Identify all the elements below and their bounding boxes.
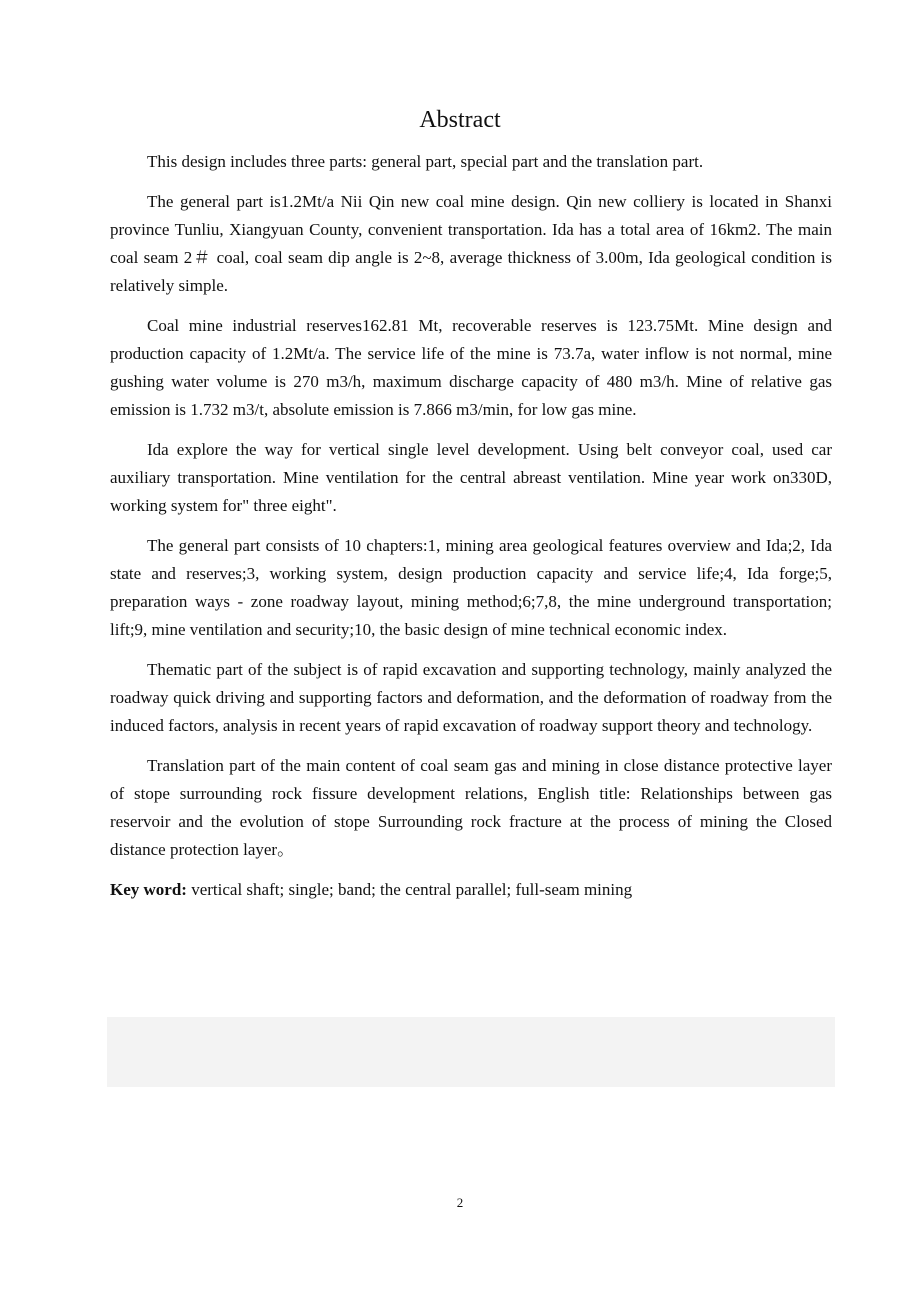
keywords-text: vertical shaft; single; band; the central parallel; full-seam mining <box>186 880 633 899</box>
abstract-body <box>110 148 832 904</box>
paragraph-reserves: Coal mine industrial reserves162.81 Mt, recoverable reserves is 123.75Mt. Mine design and production capacity of 1.2Mt/a. The service life of the mine is 73.7a, water inflow is not normal, mine gushing water volume is 270 m3/h, maximum discharge capacity of 480 m3/h. Mine of relative gas emission is 1.732 m3/t, absolute emission is 7.866 m3/min, for low gas mine. <box>110 316 832 419</box>
paragraph-development: Ida explore the way for vertical single level development. Using belt conveyor coal, used car auxiliary transportation. Mine ventilation for the central abreast ventilation. Mine year work on330D, working system for" three eight". <box>110 440 832 515</box>
paragraph-translation-part: Translation part of the main content of coal seam gas and mining in close distance protective layer of stope surrounding rock fissure development relations, English title: Relationships between gas reservoir and the evolution of stope Surrounding rock fracture at the process of mining the Closed distance protection layer。 <box>110 756 832 859</box>
keywords-label: Key word: <box>110 880 187 899</box>
paragraph-thematic-part: Thematic part of the subject is of rapid excavation and supporting technology, mainly analyzed the roadway quick driving and supporting factors and deformation, and the deformation of roadway from the induced factors, analysis in recent years of rapid excavation of roadway support theory and technology. <box>110 660 832 735</box>
page-number: 2 <box>456 1195 464 1210</box>
paragraph-chapters: The general part consists of 10 chapters:1, mining area geological features overview and Ida;2, Ida state and reserves;3, working system, design production capacity and service life;4, Ida forge;5, preparation ways - zone roadway layout, mining method;6;7,8, the mine underground transportation; lift;9, mine ventilation and security;10, the basic design of mine technical economic index. <box>110 536 832 639</box>
abstract-title: Abstract <box>419 107 501 133</box>
blank-placeholder-box <box>107 1017 835 1087</box>
keywords-line <box>110 876 832 904</box>
paragraph-overview: This design includes three parts: general part, special part and the translation part. <box>147 152 704 171</box>
paragraph-general-part: The general part is1.2Mt/a Nii Qin new coal mine design. Qin new colliery is located in Shanxi province Tunliu, Xiangyuan County, convenient transportation. Ida has a total area of 16km2. The main coal seam 2＃ coal, coal seam dip angle is 2~8, average thickness of 3.00m, Ida geological condition is relatively simple. <box>110 192 832 295</box>
